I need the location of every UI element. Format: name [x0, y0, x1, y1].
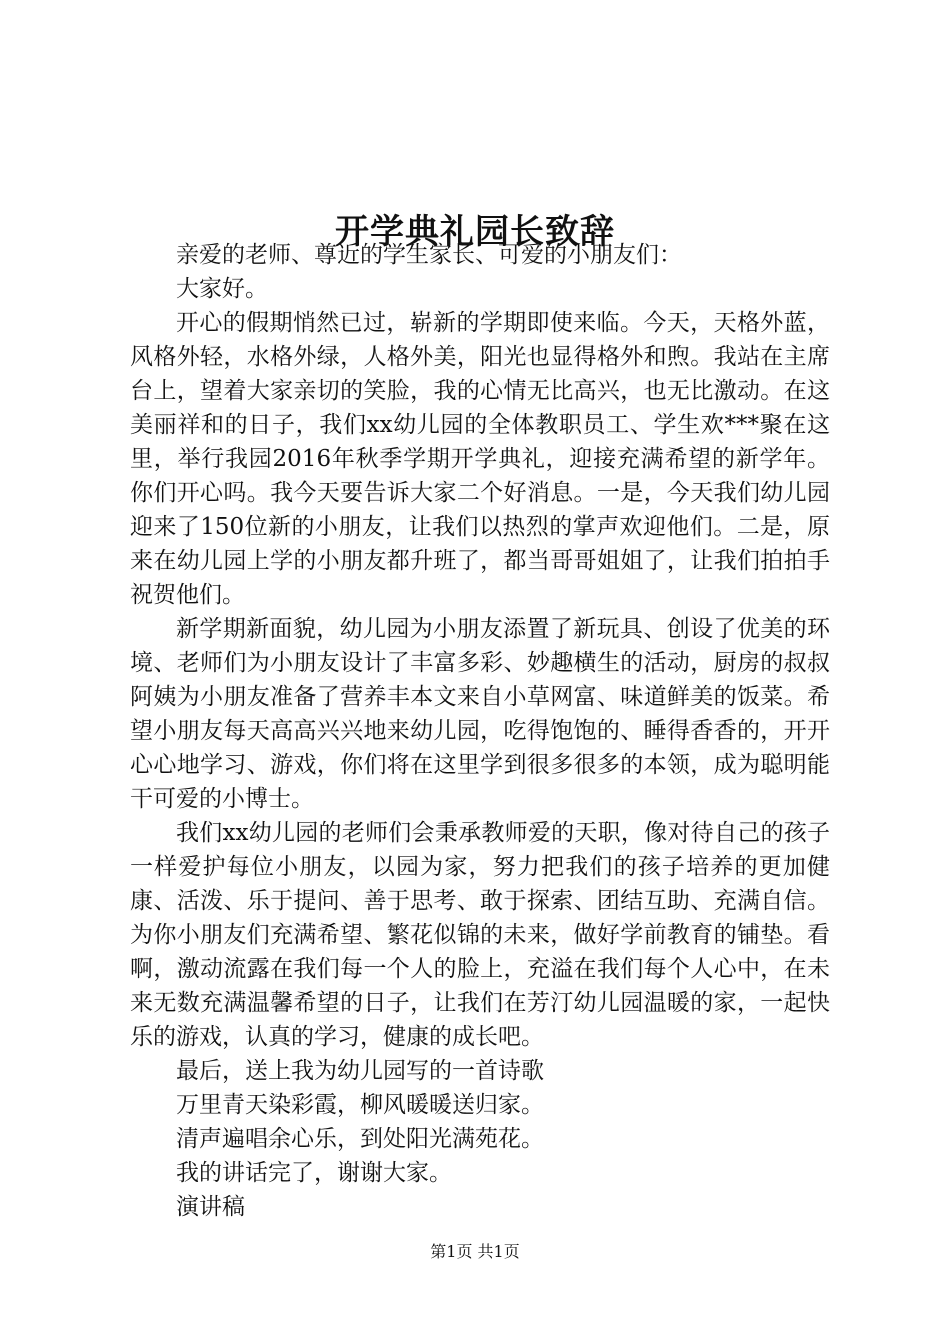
paragraph-1: 开心的假期悄然已过，崭新的学期即使来临。今天，天格外蓝，风格外轻，水格外绿，人格外美，阳光也显得格外和煦。我站在主席台上，望着大家亲切的笑脸，我的心情无比高兴，也无比激动。在这美丽祥和的日子，我们xx幼儿园的全体教职员工、学生欢***聚在这里，举行我园2016年秋季学期开学典礼，迎接充满希望的新学年。你们开心吗。我今天要告诉大家二个好消息。一是，今天我们幼儿园迎来了150位新的小朋友，让我们以热烈的掌声欢迎他们。二是，原来在幼儿园上学的小朋友都升班了，都当哥哥姐姐了，让我们拍拍手祝贺他们。: [130, 310, 830, 608]
closing-line: 我的讲话完了，谢谢大家。: [176, 1160, 452, 1186]
document-tag: 演讲稿: [176, 1194, 245, 1220]
page-footer: 第1页 共1页: [430, 1242, 520, 1261]
greeting: 大家好。: [176, 276, 268, 302]
document-title: 开学典礼园长致辞: [335, 211, 615, 252]
poem-intro: 最后，送上我为幼儿园写的一首诗歌: [176, 1058, 544, 1084]
poem-line-1: 万里青天染彩霞，柳风暖暖送归家。: [176, 1092, 544, 1118]
paragraph-2: 新学期新面貌，幼儿园为小朋友添置了新玩具、创设了优美的环境、老师们为小朋友设计了丰富多彩、妙趣横生的活动，厨房的叔叔阿姨为小朋友准备了营养丰本文来自小草网富、味道鲜美的饭菜。希望小朋友每天高高兴兴地来幼儿园，吃得饱饱的、睡得香香的，开开心心地学习、游戏，你们将在这里学到很多很多的本领，成为聪明能干可爱的小博士。: [130, 616, 830, 812]
document-body: [130, 238, 830, 1224]
poem-line-2: 清声遍唱余心乐，到处阳光满苑花。: [176, 1126, 544, 1152]
salutation: 亲爱的老师、尊近的学生家长、可爱的小朋友们：: [176, 242, 682, 268]
paragraph-3: 我们xx幼儿园的老师们会秉承教师爱的天职，像对待自己的孩子一样爱护每位小朋友，以园为家，努力把我们的孩子培养的更加健康、活泼、乐于提问、善于思考、敢于探索、团结互助、充满自信。为你小朋友们充满希望、繁花似锦的未来，做好学前教育的铺垫。看啊，激动流露在我们每一个人的脸上，充溢在我们每个人心中，在未来无数充满温馨希望的日子，让我们在芳汀幼儿园温暖的家，一起快乐的游戏，认真的学习，健康的成长吧。: [130, 820, 830, 1050]
